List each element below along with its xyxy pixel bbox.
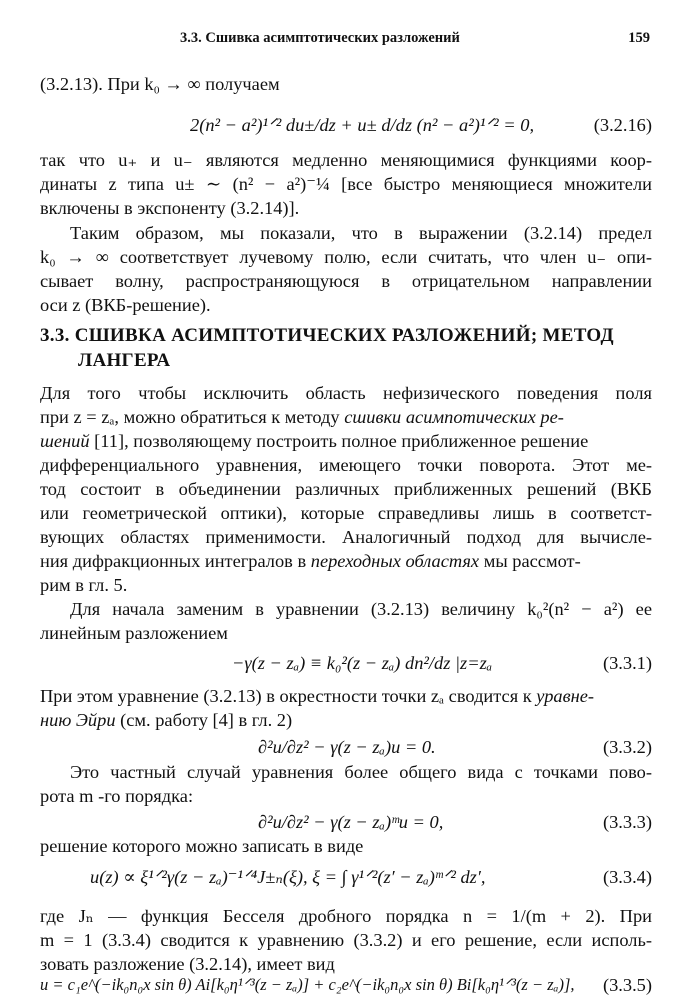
text-line: или геометрической оптики), которые справедливы лишь в соответст-: [40, 503, 652, 523]
text-line: тод состоит в объединении различных приближенных решений (ВКБ: [40, 479, 652, 499]
text-line: Для начала заменим в уравнении (3.2.13) величину k₀²(n² − a²) ее: [70, 599, 652, 619]
text-line: вующих областях применимости. Аналогичный подход для вычисле-: [40, 527, 652, 547]
equation-number: (3.3.1): [602, 653, 652, 673]
equation-number: (3.3.4): [602, 867, 652, 887]
text-line: динаты z типа u± ∼ (n² − a²)⁻¼ [все быстро меняющиеся множители: [40, 174, 652, 194]
text-line: Это частный случай уравнения более общего вида с точками пово-: [70, 762, 652, 782]
text-line: m = 1 (3.3.4) сводится к уравнению (3.3.2) и его решение, если исполь-: [40, 930, 652, 950]
text-line: дифференциального уравнения, имеющего точки поворота. Этот ме-: [40, 455, 652, 475]
text-line: рим в гл. 5.: [40, 575, 128, 595]
equation-number: (3.2.16): [593, 115, 652, 135]
section-heading: 3.3. СШИВКА АСИМПТОТИЧЕСКИХ РАЗЛОЖЕНИЙ; МЕТОД: [40, 325, 614, 346]
text-line: рота m -го порядка:: [40, 786, 194, 806]
text-span: ния дифракционных интегралов в: [40, 551, 311, 571]
text-line: так что u₊ и u₋ являются медленно меняющимися функциями коор-: [40, 150, 652, 170]
text-line: [40, 684, 652, 708]
equation-3-2-16: 2(n² − a²)¹ᐟ² du±/dz + u± d/dz (n² − a²)¹ᐟ² = 0,: [190, 115, 535, 135]
text-line: [40, 549, 652, 573]
equation-3-3-1: −γ(z − zₐ) ≡ k₀²(z − zₐ) dn²/dz |z=zₐ: [232, 653, 493, 673]
equation-3-3-2: ∂²u/∂z² − γ(z − zₐ)u = 0.: [258, 737, 436, 757]
text-line: (3.2.13). При k₀ → ∞ получаем: [40, 74, 280, 94]
text-line: включены в экспоненту (3.2.14)].: [40, 198, 300, 218]
text-line: [40, 708, 652, 732]
equation-3-3-3: ∂²u/∂z² − γ(z − zₐ)ᵐu = 0,: [258, 812, 444, 832]
text-line: [40, 429, 652, 453]
equation-3-3-5: u = c₁e^(−ik₀n₀x sin θ) Ai[k₀η¹ᐟ³(z − zₐ)] + c₂e^(−ik₀n₀x sin θ) Bi[k₀η¹ᐟ³(z − zₐ)],: [40, 975, 575, 994]
equation-3-3-4: u(z) ∝ ξ¹ᐟ²γ(z − zₐ)⁻¹ᐟ⁴J±ₙ(ξ), ξ = ∫ γ¹ᐟ²(z′ − zₐ)ᵐᐟ² dz′,: [90, 867, 486, 887]
emphasis-text: сшивки асимпотических ре-: [344, 407, 564, 427]
text-line: Для того чтобы исключить область нефизического поведения поля: [40, 383, 652, 403]
equation-number: (3.3.3): [602, 812, 652, 832]
equation-number: (3.3.2): [602, 737, 652, 757]
text-line: [40, 405, 652, 429]
text-span: (см. работу [4] в гл. 2): [115, 710, 293, 730]
text-line: где Jₙ — функция Бесселя дробного порядка n = 1/(m + 2). При: [40, 906, 652, 926]
equation-number: (3.3.5): [602, 975, 652, 995]
text-span: При этом уравнение (3.2.13) в окрестности точки zₐ сводится к: [40, 686, 537, 706]
text-span: при z = zₐ, можно обратиться к методу: [40, 407, 345, 427]
text-span: [11], позволяющему построить полное приближенное решение: [89, 431, 589, 451]
text-line: Таким образом, мы показали, что в выражении (3.2.14) предел: [70, 223, 652, 243]
text-line: сывает волну, распространяющуюся в отрицательном направлении: [40, 271, 652, 291]
text-line: линейным разложением: [40, 623, 228, 643]
text-line: зовать разложение (3.2.14), имеет вид: [40, 954, 335, 974]
text-line: k₀ → ∞ соответствует лучевому полю, если считать, что член u₋ опи-: [40, 247, 652, 267]
section-heading-continued: ЛАНГЕРА: [78, 350, 171, 371]
text-span: мы рассмот-: [479, 551, 581, 571]
page-number: 159: [628, 30, 650, 46]
text-line: решение которого можно записать в виде: [40, 836, 364, 856]
emphasis-text: переходных областях: [310, 551, 480, 571]
emphasis-text: уравне-: [536, 686, 594, 706]
running-head-title: 3.3. Сшивка асимптотических разложений: [180, 30, 460, 46]
emphasis-text: нию Эйри: [40, 710, 116, 730]
text-line: оси z (ВКБ-решение).: [40, 295, 211, 315]
running-head: [180, 30, 650, 50]
emphasis-text: шений: [40, 431, 90, 451]
